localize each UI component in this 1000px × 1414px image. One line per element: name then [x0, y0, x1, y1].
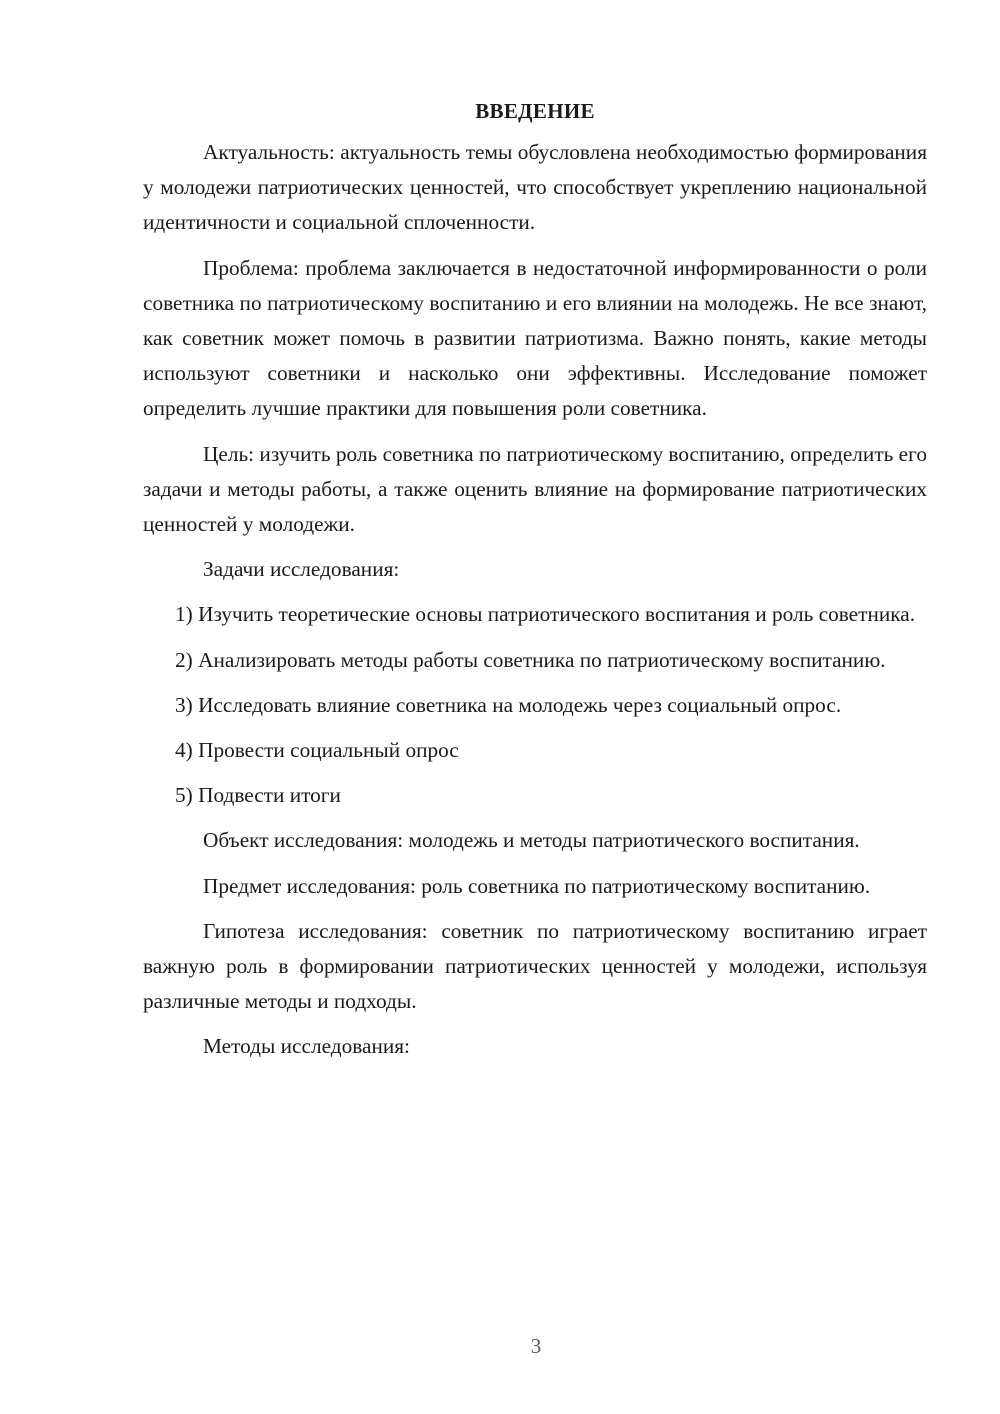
paragraph-hypothesis: Гипотеза исследования: советник по патриотическому воспитанию играет важную роль в формировании патриотических ценностей у молодежи, используя различные методы и подходы.	[143, 918, 927, 1014]
paragraph-goal: Цель: изучить роль советника по патриотическому воспитанию, определить его задачи и методы работы, а также оценить влияние на формирование патриотических ценностей у молодежи.	[143, 441, 927, 537]
task-item-5: 5) Подвести итоги	[175, 783, 341, 808]
task-item-1: 1) Изучить теоретические основы патриотического воспитания и роль советника.	[175, 602, 916, 627]
section-title: ВВЕДЕНИЕ	[475, 99, 595, 123]
paragraph-object: Объект исследования: молодежь и методы патриотического воспитания.	[203, 828, 860, 853]
task-item-4: 4) Провести социальный опрос	[175, 738, 459, 763]
paragraph-subject: Предмет исследования: роль советника по патриотическому воспитанию.	[203, 873, 871, 898]
paragraph-problem: Проблема: проблема заключается в недостаточной информированности о роли советника по патриотическому воспитанию и его влиянии на молодежь. Не все знают, как советник может помочь в развитии патриотизма. Важно понять, какие методы используют советники и насколько они эффективны. Исследование поможет определить лучшие практики для повышения роли советника.	[143, 255, 927, 421]
task-item-3: 3) Исследовать влияние советника на молодежь через социальный опрос.	[175, 692, 842, 717]
page-number: 3	[530, 1334, 542, 1358]
paragraph-tasks-heading: Задачи исследования:	[203, 557, 400, 582]
paragraph-methods: Методы исследования:	[203, 1034, 410, 1059]
page-content	[143, 96, 927, 1065]
paragraph-relevance: Актуальность: актуальность темы обусловлена необходимостью формирования у молодежи патриотических ценностей, что способствует укреплению национальной идентичности и социальной сплоченности.	[143, 140, 927, 235]
task-item-2: 2) Анализировать методы работы советника по патриотическому воспитанию.	[175, 647, 886, 672]
